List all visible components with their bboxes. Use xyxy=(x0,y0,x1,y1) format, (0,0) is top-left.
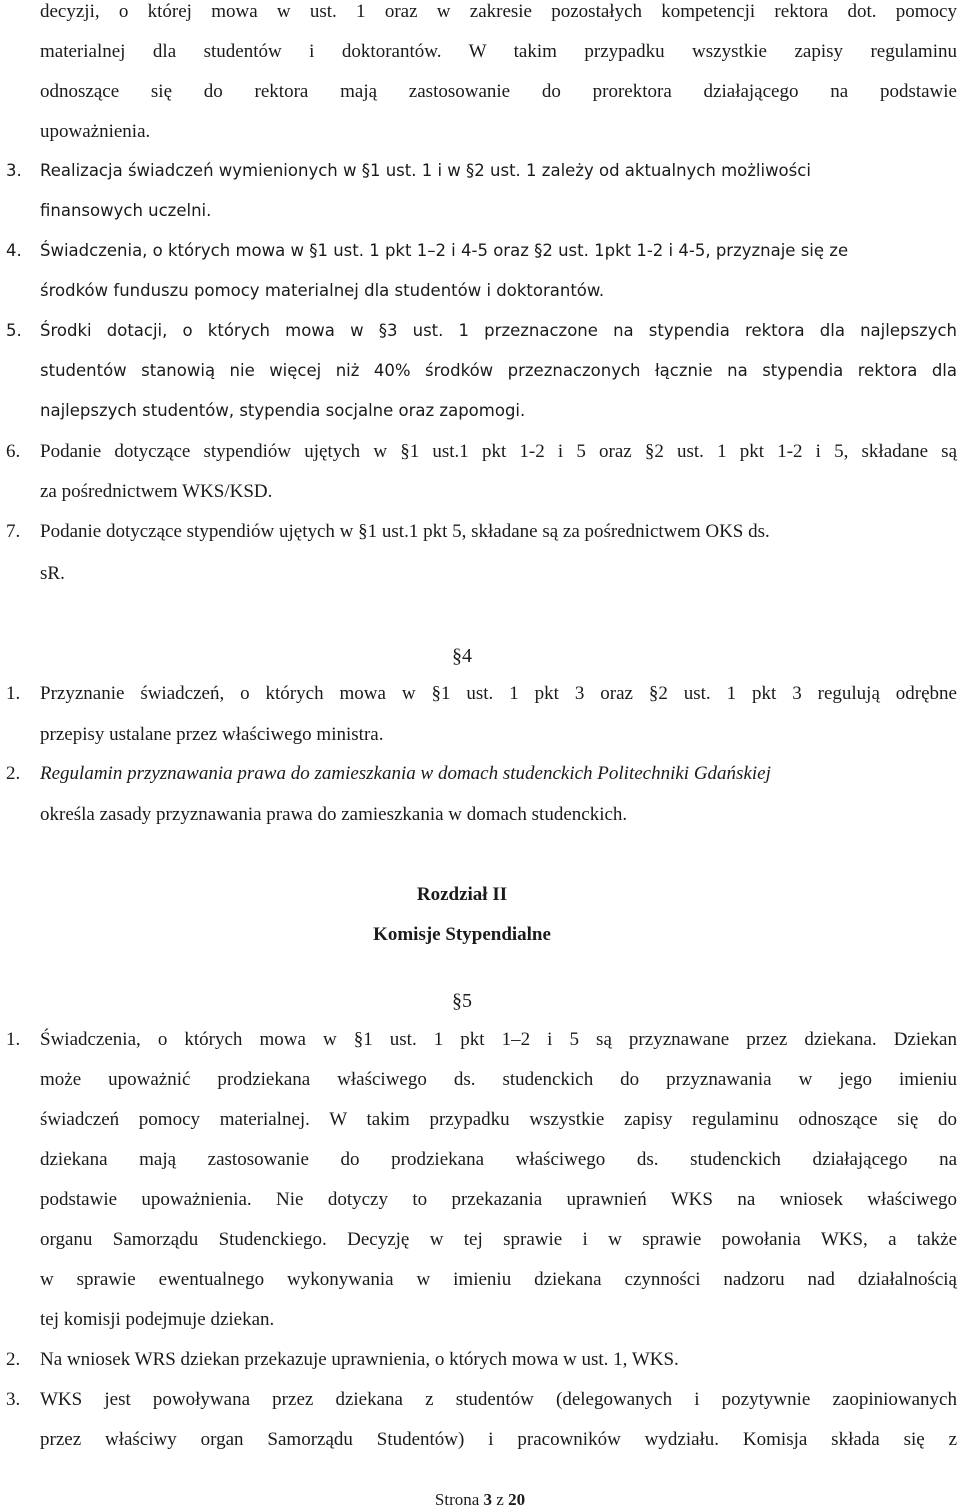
continuation-line-2: materialnej dla studentów i doktorantów. W takim przypadku wszystkie zapisy regulaminu xyxy=(40,41,957,62)
list-item-text: środków funduszu pomocy materialnej dla studentów i doktorantów. xyxy=(40,281,605,300)
list-item-text: w sprawie ewentualnego wykonywania w imieniu dziekana czynności nadzoru nad działalnością xyxy=(40,1269,957,1290)
list-item-text: podstawie upoważnienia. Nie dotyczy to przekazania uprawnień WKS na wniosek właściwego xyxy=(40,1189,957,1210)
footer-page-total: 20 xyxy=(508,1490,526,1509)
list-item-number: 2. xyxy=(6,763,21,784)
footer-prefix: Strona xyxy=(434,1490,484,1509)
list-item-text: Przyznanie świadczeń, o których mowa w §1 ust. 1 pkt 3 oraz §2 ust. 1 pkt 3 regulują odrębne xyxy=(40,683,957,704)
list-item-text: Świadczenia, o których mowa w §1 ust. 1 pkt 1–2 i 5 są przyznawane przez dziekana. Dziekan xyxy=(40,1029,957,1050)
list-item-text: WKS jest powoływana przez dziekana z studentów (delegowanych i pozytywnie zaopiniowanych xyxy=(40,1389,957,1410)
list-item-text: najlepszych studentów, stypendia socjalne oraz zapomogi. xyxy=(40,401,526,420)
list-item-number: 5. xyxy=(6,321,22,340)
continuation-line-1: decyzji, o której mowa w ust. 1 oraz w zakresie pozostałych kompetencji rektora dot. pomocy xyxy=(40,1,957,22)
list-item-number: 1. xyxy=(6,683,21,704)
list-item-text: za pośrednictwem WKS/KSD. xyxy=(40,481,273,502)
list-item-number: 2. xyxy=(6,1349,21,1370)
list-item-text: może upoważnić prodziekana właściwego ds. studenckich do przyznawania w jego imieniu xyxy=(40,1069,957,1090)
list-item-number: 4. xyxy=(6,241,22,260)
section-heading: §5 xyxy=(452,990,472,1012)
section-heading: §4 xyxy=(452,645,472,667)
list-item-number: 7. xyxy=(6,521,21,542)
list-item-text: Na wniosek WRS dziekan przekazuje uprawnienia, o których mowa w ust. 1, WKS. xyxy=(40,1349,679,1370)
list-item-text: finansowych uczelni. xyxy=(40,201,212,220)
page-footer xyxy=(0,1490,960,1510)
list-item-number: 1. xyxy=(6,1029,21,1050)
footer-separator: z xyxy=(492,1490,509,1509)
list-item-text: dziekana mają zastosowanie do prodziekana właściwego ds. studenckich działającego na xyxy=(40,1149,957,1170)
list-item-number: 6. xyxy=(6,441,21,462)
list-item-text: Realizacja świadczeń wymienionych w §1 ust. 1 i w §2 ust. 1 zależy od aktualnych możliwości xyxy=(40,161,811,180)
continuation-line-3: odnoszące się do rektora mają zastosowanie do prorektora działającego na podstawie xyxy=(40,81,957,102)
regulation-title: Regulamin przyznawania prawa do zamieszkania w domach studenckich Politechniki Gdańskiej xyxy=(40,763,771,784)
list-item-text: Podanie dotyczące stypendiów ujętych w §1 ust.1 pkt 1-2 i 5 oraz §2 ust. 1 pkt 1-2 i 5, składane są xyxy=(40,441,957,462)
list-item-text: sR. xyxy=(40,563,65,584)
list-item-number: 3. xyxy=(6,1389,21,1410)
chapter-subtitle: Komisje Stypendialne xyxy=(373,924,551,945)
list-item-text: określa zasady przyznawania prawa do zamieszkania w domach studenckich. xyxy=(40,804,628,825)
footer-page-number: 3 xyxy=(483,1490,493,1509)
chapter-title: Rozdział II xyxy=(416,884,508,905)
list-item-text: Podanie dotyczące stypendiów ujętych w §1 ust.1 pkt 5, składane są za pośrednictwem OKS ds. xyxy=(40,521,770,542)
list-item-text: świadczeń pomocy materialnej. W takim przypadku wszystkie zapisy regulaminu odnoszące się do xyxy=(40,1109,957,1130)
list-item-text: organu Samorządu Studenckiego. Decyzję w tej sprawie i w sprawie powołania WKS, a także xyxy=(40,1229,957,1250)
list-item-text: przez właściwy organ Samorządu Studentów) i pracowników wydziału. Komisja składa się z xyxy=(40,1429,957,1450)
list-item-text: przepisy ustalane przez właściwego ministra. xyxy=(40,724,384,745)
list-item-text: Świadczenia, o których mowa w §1 ust. 1 pkt 1–2 i 4-5 oraz §2 ust. 1pkt 1-2 i 4-5, przyznaje się ze xyxy=(40,241,849,260)
list-item-text: studentów stanowią nie więcej niż 40% środków przeznaczonych łącznie na stypendia rektora dla xyxy=(40,361,957,380)
list-item-text: Środki dotacji, o których mowa w §3 ust. 1 przeznaczone na stypendia rektora dla najlepszych xyxy=(40,321,957,340)
list-item-number: 3. xyxy=(6,161,22,180)
list-item-text: tej komisji podejmuje dziekan. xyxy=(40,1309,275,1330)
continuation-line-4: upoważnienia. xyxy=(40,121,151,142)
